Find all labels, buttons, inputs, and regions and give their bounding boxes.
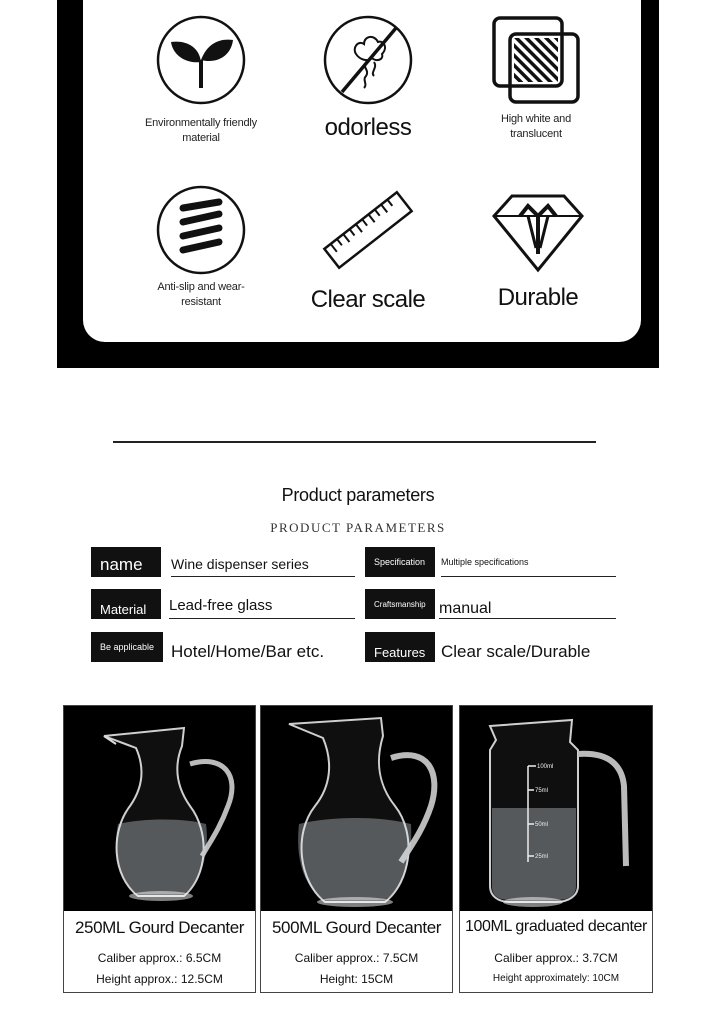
param-label: Material [91, 589, 161, 619]
product-name: 500ML Gourd Decanter [271, 918, 442, 937]
feature-odorless [283, 14, 453, 142]
anti-slip-icon [155, 184, 247, 276]
product-height: Height: 15CM [319, 972, 394, 986]
param-value: Multiple specifications [441, 547, 616, 577]
product-name: 250ML Gourd Decanter [74, 918, 245, 937]
features-frame [57, 0, 659, 368]
features-card [83, 0, 641, 342]
param-row-craftsmanship [365, 589, 616, 619]
param-value: Wine dispenser series [171, 547, 355, 577]
param-row-material [91, 589, 355, 619]
param-row-name [91, 547, 355, 577]
param-label: name [91, 547, 161, 577]
feature-scale [283, 184, 453, 314]
param-value: Hotel/Home/Bar etc. [171, 642, 325, 661]
scale-mark-100: 100ml [537, 764, 554, 770]
product-name: 100ML graduated decanter [465, 918, 647, 935]
product-photo [64, 706, 255, 911]
param-value: Lead-free glass [169, 589, 355, 619]
product-height: Height approximately: 10CM [492, 973, 620, 984]
product-caliber: Caliber approx.: 7.5CM [294, 951, 419, 965]
product-card-100ml [459, 705, 653, 993]
scale-mark-50: 50ml [535, 822, 549, 828]
product-card-250ml [63, 705, 256, 993]
feature-label: odorless [324, 114, 412, 141]
param-value: manual [439, 589, 616, 619]
product-photo [261, 706, 452, 911]
feature-durable [453, 184, 623, 312]
feature-label: Durable [497, 284, 579, 311]
graduated-decanter-image [460, 706, 652, 911]
param-value: Clear scale/Durable [441, 642, 591, 661]
sprout-icon [155, 14, 247, 106]
scale-mark-25: 25ml [535, 854, 549, 860]
param-label: Be applicable [91, 632, 163, 662]
param-label: Specification [365, 547, 435, 577]
param-label: Craftsmanship [365, 589, 435, 619]
diamond-icon [490, 184, 586, 276]
product-card-500ml [260, 705, 453, 993]
product-caliber: Caliber approx.: 6.5CM [97, 951, 222, 965]
param-row-specification [365, 547, 616, 577]
feature-antislip [116, 184, 286, 310]
feature-label: Clear scale [310, 286, 426, 313]
feature-eco [116, 14, 286, 146]
scale-mark-75: 75ml [535, 788, 549, 794]
product-height: Height approx.: 12.5CM [96, 972, 223, 986]
param-label: Features [365, 632, 435, 662]
feature-translucent [451, 14, 621, 142]
feature-label: Anti-slip and wear-resistant [157, 281, 245, 308]
product-photo [460, 706, 652, 911]
gourd-decanter-250-image [64, 706, 255, 911]
params-title: Product parameters [281, 485, 435, 505]
no-odor-icon [322, 14, 414, 106]
gourd-decanter-500-image [261, 706, 452, 911]
ruler-icon [318, 184, 418, 276]
feature-label: High white and translucent [501, 113, 571, 140]
section-divider [113, 441, 596, 443]
product-caliber: Caliber approx.: 3.7CM [494, 951, 618, 965]
param-row-applicable [91, 632, 355, 662]
translucent-squares-icon [490, 14, 582, 106]
params-subtitle: PRODUCT PARAMETERS [270, 520, 446, 535]
param-row-features [365, 632, 616, 662]
feature-label: Environmentally friendly material [145, 117, 257, 144]
